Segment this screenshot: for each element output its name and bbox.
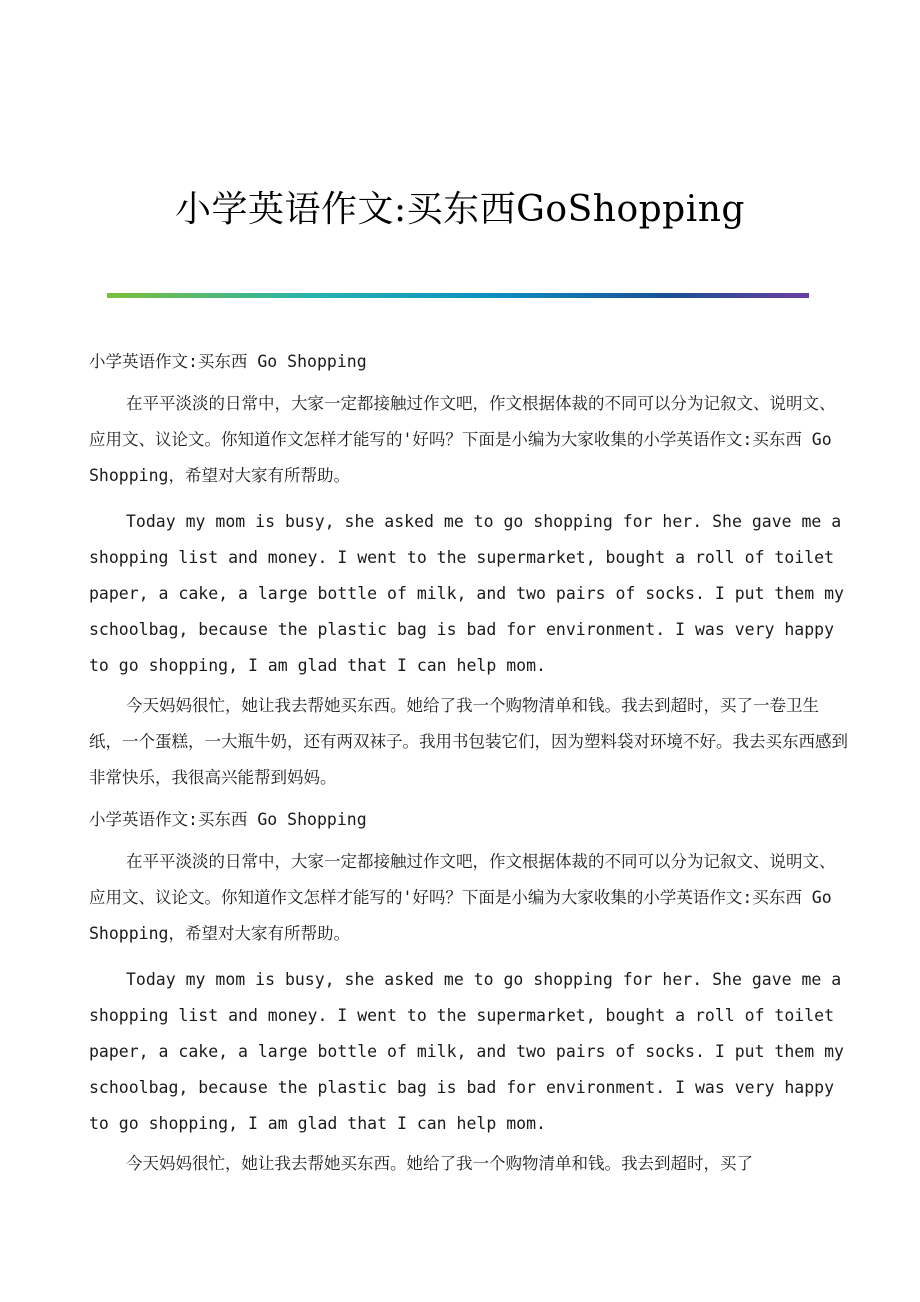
section-heading: 小学英语作文:买东西 Go Shopping [89,352,367,371]
chinese-translation-paragraph: 今天妈妈很忙，她让我去帮她买东西。她给了我一个购物清单和钱。我去到超时，买了 [126,1154,753,1173]
document-title: 小学英语作文:买东西GoShopping [175,189,745,230]
english-paragraph: Today my mom is busy, she asked me to go shopping for her. She gave me a shopping list and money. I went to the supermarket, bought a roll of toilet paper, a cake, a large bottle of milk, and two pairs of socks. I put them my schoolbag, because the plastic bag is bad for environment. I was very happy to go shopping, I am glad that I can help mom. [89,512,854,675]
intro-paragraph: 在平平淡淡的日常中，大家一定都接触过作文吧，作文根据体裁的不同可以分为记叙文、说明文、应用文、议论文。你知道作文怎样才能写的'好吗？下面是小编为大家收集的小学英语作文:买东西 Go Shopping，希望对大家有所帮助。 [89,394,842,485]
document-body [89,342,854,1182]
english-paragraph: Today my mom is busy, she asked me to go shopping for her. She gave me a shopping list and money. I went to the supermarket, bought a roll of toilet paper, a cake, a large bottle of milk, and two pairs of socks. I put them my schoolbag, because the plastic bag is bad for environment. I was very happy to go shopping, I am glad that I can help mom. [89,970,854,1133]
title-divider [107,293,809,298]
section-heading: 小学英语作文:买东西 Go Shopping [89,810,367,829]
intro-paragraph: 在平平淡淡的日常中，大家一定都接触过作文吧，作文根据体裁的不同可以分为记叙文、说明文、应用文、议论文。你知道作文怎样才能写的'好吗？下面是小编为大家收集的小学英语作文:买东西 Go Shopping，希望对大家有所帮助。 [89,852,842,943]
chinese-translation-paragraph: 今天妈妈很忙，她让我去帮她买东西。她给了我一个购物清单和钱。我去到超时，买了一卷卫生纸，一个蛋糕，一大瓶牛奶，还有两双袜子。我用书包装它们，因为塑料袋对环境不好。我去买东西感到非常快乐，我很高兴能帮到妈妈。 [89,696,848,787]
